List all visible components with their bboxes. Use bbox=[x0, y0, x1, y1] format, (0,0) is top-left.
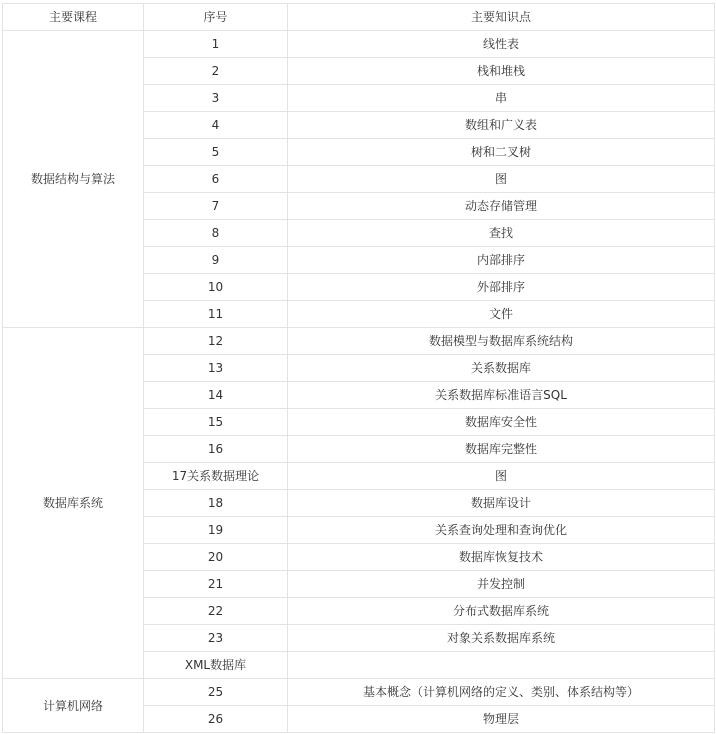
knowledge-point-cell: 关系查询处理和查询优化 bbox=[288, 517, 715, 544]
header-number: 序号 bbox=[144, 4, 288, 31]
knowledge-point-cell: 外部排序 bbox=[288, 274, 715, 301]
knowledge-point-cell: 图 bbox=[288, 166, 715, 193]
knowledge-point-cell: 分布式数据库系统 bbox=[288, 598, 715, 625]
knowledge-point-cell: 对象关系数据库系统 bbox=[288, 625, 715, 652]
number-cell: 22 bbox=[144, 598, 288, 625]
number-cell: 5 bbox=[144, 139, 288, 166]
number-cell: 6 bbox=[144, 166, 288, 193]
table-row bbox=[3, 31, 715, 58]
header-course: 主要课程 bbox=[3, 4, 144, 31]
knowledge-point-cell: 并发控制 bbox=[288, 571, 715, 598]
knowledge-point-cell: 文件 bbox=[288, 301, 715, 328]
knowledge-point-cell: 串 bbox=[288, 85, 715, 112]
number-cell: 4 bbox=[144, 112, 288, 139]
number-cell: 25 bbox=[144, 679, 288, 706]
knowledge-point-cell: 查找 bbox=[288, 220, 715, 247]
knowledge-point-cell: 关系数据库 bbox=[288, 355, 715, 382]
knowledge-point-cell: 数据库完整性 bbox=[288, 436, 715, 463]
table-row bbox=[3, 679, 715, 706]
knowledge-point-cell: 基本概念（计算机网络的定义、类别、体系结构等） bbox=[288, 679, 715, 706]
number-cell: 1 bbox=[144, 31, 288, 58]
course-cell: 数据结构与算法 bbox=[3, 31, 144, 328]
knowledge-point-cell bbox=[288, 652, 715, 679]
number-cell: 7 bbox=[144, 193, 288, 220]
number-cell: 8 bbox=[144, 220, 288, 247]
table-body bbox=[3, 31, 715, 733]
knowledge-point-cell: 数据库安全性 bbox=[288, 409, 715, 436]
number-cell: 20 bbox=[144, 544, 288, 571]
number-cell: 3 bbox=[144, 85, 288, 112]
knowledge-point-cell: 内部排序 bbox=[288, 247, 715, 274]
knowledge-point-cell: 关系数据库标准语言SQL bbox=[288, 382, 715, 409]
number-cell: 10 bbox=[144, 274, 288, 301]
course-cell: 计算机网络 bbox=[3, 679, 144, 733]
number-cell: 15 bbox=[144, 409, 288, 436]
knowledge-point-cell: 线性表 bbox=[288, 31, 715, 58]
number-cell: 9 bbox=[144, 247, 288, 274]
knowledge-point-cell: 数据库设计 bbox=[288, 490, 715, 517]
knowledge-point-cell: 栈和堆栈 bbox=[288, 58, 715, 85]
table-row bbox=[3, 328, 715, 355]
number-cell: 21 bbox=[144, 571, 288, 598]
number-cell: 23 bbox=[144, 625, 288, 652]
knowledge-point-cell: 树和二叉树 bbox=[288, 139, 715, 166]
knowledge-point-cell: 数组和广义表 bbox=[288, 112, 715, 139]
number-cell: XML数据库 bbox=[144, 652, 288, 679]
number-cell: 17关系数据理论 bbox=[144, 463, 288, 490]
course-table bbox=[2, 3, 715, 733]
knowledge-point-cell: 数据模型与数据库系统结构 bbox=[288, 328, 715, 355]
number-cell: 11 bbox=[144, 301, 288, 328]
header-knowledge-point: 主要知识点 bbox=[288, 4, 715, 31]
knowledge-point-cell: 数据库恢复技术 bbox=[288, 544, 715, 571]
header-row bbox=[3, 4, 715, 31]
knowledge-point-cell: 物理层 bbox=[288, 706, 715, 733]
number-cell: 19 bbox=[144, 517, 288, 544]
knowledge-point-cell: 动态存储管理 bbox=[288, 193, 715, 220]
number-cell: 18 bbox=[144, 490, 288, 517]
number-cell: 14 bbox=[144, 382, 288, 409]
number-cell: 12 bbox=[144, 328, 288, 355]
number-cell: 26 bbox=[144, 706, 288, 733]
number-cell: 13 bbox=[144, 355, 288, 382]
course-cell: 数据库系统 bbox=[3, 328, 144, 679]
number-cell: 16 bbox=[144, 436, 288, 463]
number-cell: 2 bbox=[144, 58, 288, 85]
knowledge-point-cell: 图 bbox=[288, 463, 715, 490]
